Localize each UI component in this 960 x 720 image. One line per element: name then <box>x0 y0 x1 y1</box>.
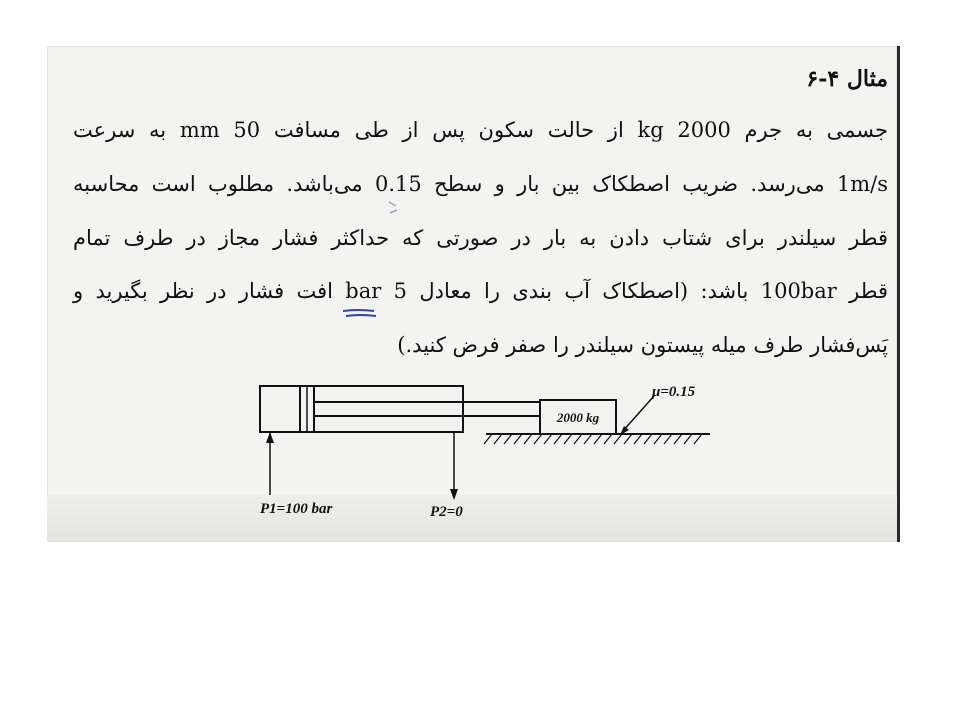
cylinder-barrel <box>260 386 463 432</box>
mu-leader-line <box>622 396 654 432</box>
problem-line-5: پَس‌فشار طرف میله پیستون سیلندر را صفر فرض کنید.) <box>397 333 888 357</box>
p1-arrowhead <box>266 432 274 443</box>
blue-underline-mark <box>340 308 380 320</box>
cylinder-diagram <box>240 370 730 530</box>
example-title: مثال ۴-۶ <box>806 66 888 92</box>
problem-line-1: جسمی به جرم 2000 kg از حالت سکون پس از طی مسافت 50 mm به سرعت <box>73 118 888 142</box>
mu-label: μ=0.15 <box>652 384 696 400</box>
problem-line-4: قطر 100bar باشد: (اصطکاک آب بندی را معادل 5 bar افت فشار در نظر بگیرید و <box>73 279 888 303</box>
problem-line-2: 1m/s می‌رسد. ضریب اصطکاک بین بار و سطح 0.15 می‌باشد. مطلوب است محاسبه <box>73 172 889 196</box>
faint-ink-mark <box>386 198 400 218</box>
mass-label: 2000 kg <box>556 410 600 425</box>
ground-hatching <box>484 434 702 444</box>
p1-label: P1=100 bar <box>260 501 333 517</box>
p2-arrowhead <box>450 489 458 500</box>
problem-line-3: قطر سیلندر برای شتاب دادن به بار در صورتی که حداکثر فشار مجاز در طرف تمام <box>73 226 888 250</box>
p2-label: P2=0 <box>430 504 463 520</box>
